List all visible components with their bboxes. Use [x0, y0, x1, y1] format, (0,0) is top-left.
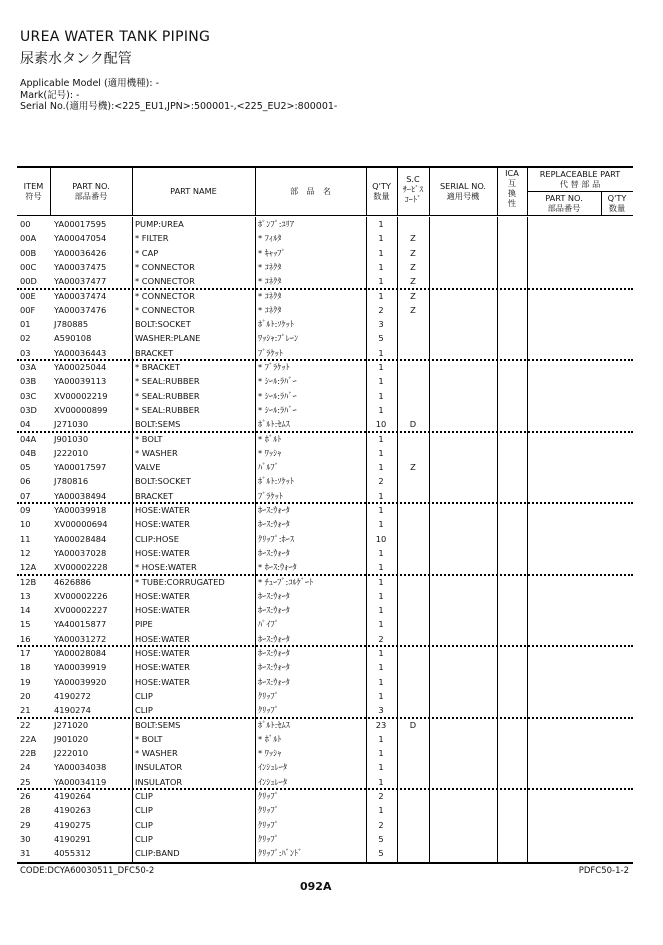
service-code: Z [410, 304, 416, 315]
part-name: HOSE:WATER [135, 505, 190, 515]
part-name-jp: * ｺﾈｸﾀ [258, 261, 282, 272]
part-name-jp: ｲﾝｼｭﾚｰﾀ [258, 776, 288, 787]
quantity: 1 [378, 490, 384, 501]
item-code: 00F [20, 304, 36, 315]
title-english: UREA WATER TANK PIPING [20, 29, 211, 45]
part-name: * SEAL:RUBBER [135, 390, 200, 401]
part-number: 4190274 [54, 705, 91, 716]
part-name-jp: * ﾎｰｽ:ｳｫｰﾀ [258, 562, 297, 573]
col-divider [497, 217, 498, 862]
item-code: 04A [20, 433, 37, 444]
part-name: * FILTER [135, 233, 169, 244]
quantity: 1 [378, 648, 384, 658]
part-number: J271030 [54, 419, 89, 430]
part-name-jp: ｸﾘｯﾌﾟ [258, 833, 279, 844]
table-bottom-rule [17, 862, 633, 864]
part-number: YA00037474 [54, 290, 107, 301]
part-number: YA00034119 [54, 776, 107, 787]
item-code: 07 [20, 490, 31, 501]
part-number: J901030 [54, 433, 89, 444]
item-code: 19 [20, 676, 31, 687]
group-separator [17, 359, 633, 361]
part-name-jp: * ｺﾈｸﾀ [258, 290, 282, 301]
part-number: YA00017595 [54, 219, 107, 229]
part-name-jp: ｸﾘｯﾌﾟ [258, 705, 279, 716]
part-name-jp: ﾎｰｽ:ｳｫｰﾀ [258, 547, 290, 558]
item-code: 15 [20, 619, 31, 630]
part-name: CLIP [135, 805, 153, 816]
part-name-jp: * ｺﾈｸﾀ [258, 304, 282, 315]
quantity: 2 [378, 791, 384, 801]
quantity: 1 [378, 690, 384, 701]
service-code: D [409, 419, 417, 430]
part-number: YA00025044 [54, 362, 107, 372]
page-number: 092A [300, 880, 332, 893]
part-name-jp: ﾎｰｽ:ｳｫｰﾀ [258, 648, 290, 658]
service-code: D [409, 719, 417, 730]
header-rep-part-no: PART NO. 部品番号 [545, 193, 583, 213]
service-code: Z [410, 247, 416, 258]
quantity: 23 [375, 719, 387, 730]
item-code: 10 [20, 519, 31, 530]
part-name-jp: ｸﾘｯﾌﾟ:ﾎｰｽ [258, 533, 294, 544]
part-name-jp: ﾎｰｽ:ｳｫｰﾀ [258, 676, 290, 687]
part-number: YA00047054 [54, 233, 107, 244]
part-number: 4190272 [54, 690, 91, 701]
quantity: 1 [378, 662, 384, 673]
part-name-jp: ｸﾘｯﾌﾟ [258, 805, 279, 816]
item-code: 00 [20, 219, 31, 229]
part-name: * CONNECTOR [135, 276, 195, 287]
item-code: 18 [20, 662, 31, 673]
part-name-jp: * ﾜｯｼｬ [258, 748, 282, 759]
item-code: 11 [20, 533, 31, 544]
header-serial-no: SERIAL NO. 適用号機 [439, 181, 487, 201]
item-code: 16 [20, 633, 31, 644]
part-number: 4626886 [54, 576, 91, 587]
part-name-jp: ﾎｰｽ:ｳｫｰﾀ [258, 519, 290, 530]
part-name-jp: ﾎﾟﾝﾌﾟ:ﾕﾘｱ [258, 219, 294, 229]
col-divider [429, 217, 430, 862]
quantity: 5 [378, 833, 384, 844]
part-name: INSULATOR [135, 762, 183, 773]
part-name-jp: ｸﾘｯﾌﾟ [258, 690, 279, 701]
service-code: Z [410, 276, 416, 287]
quantity: 1 [378, 290, 384, 301]
header-part-name: PART NAME [170, 186, 217, 196]
quantity: 10 [375, 533, 387, 544]
part-number: YA00037477 [54, 276, 107, 287]
item-code: 12 [20, 547, 31, 558]
col-divider [132, 217, 133, 862]
item-code: 03D [20, 404, 37, 415]
part-name-jp: * ﾁｭｰﾌﾞ:ｺﾙｹﾞｰﾄ [258, 576, 314, 587]
part-name-jp: * ﾎﾞﾙﾄ [258, 733, 282, 744]
part-number: 4190291 [54, 833, 91, 844]
quantity: 1 [378, 505, 384, 515]
part-number: 4190263 [54, 805, 91, 816]
item-code: 28 [20, 805, 31, 816]
item-code: 03B [20, 376, 37, 387]
part-name: BOLT:SEMS [135, 419, 181, 430]
col-divider [527, 217, 528, 862]
part-number: XV00002228 [54, 562, 108, 573]
part-name: * SEAL:RUBBER [135, 376, 200, 387]
item-code: 22A [20, 733, 37, 744]
header-part-no: PART NO. 部品番号 [72, 181, 110, 201]
part-number: YA40015877 [54, 619, 107, 630]
quantity: 1 [378, 247, 384, 258]
part-name: * SEAL:RUBBER [135, 404, 200, 415]
group-separator [17, 788, 633, 790]
header-item: ITEM 符号 [23, 181, 44, 201]
quantity: 5 [378, 848, 384, 859]
header-rep-qty: Q'TY 数量 [607, 193, 627, 213]
part-name: HOSE:WATER [135, 605, 190, 616]
quantity: 1 [378, 233, 384, 244]
header-ica: ICA 互 換 性 [505, 168, 519, 208]
part-name: * CONNECTOR [135, 290, 195, 301]
part-number: 4190275 [54, 819, 91, 830]
quantity: 1 [378, 390, 384, 401]
part-number: YA00028484 [54, 533, 107, 544]
item-code: 25 [20, 776, 31, 787]
quantity: 1 [378, 676, 384, 687]
service-code: Z [410, 233, 416, 244]
part-name: * CAP [135, 247, 159, 258]
part-name-jp: ﾎｰｽ:ｳｫｰﾀ [258, 590, 290, 601]
service-code: Z [410, 462, 416, 473]
part-name: CLIP [135, 705, 153, 716]
part-name: HOSE:WATER [135, 648, 190, 658]
quantity: 3 [378, 705, 384, 716]
part-number: YA00039113 [54, 376, 107, 387]
part-name: * BRACKET [135, 362, 180, 372]
part-number: YA00039919 [54, 662, 107, 673]
part-name: HOSE:WATER [135, 547, 190, 558]
quantity: 2 [378, 476, 384, 487]
part-name: HOSE:WATER [135, 590, 190, 601]
part-number: XV00002226 [54, 590, 108, 601]
part-name-jp: ｸﾘｯﾌﾟ:ﾊﾞﾝﾄﾞ [258, 848, 303, 859]
quantity: 1 [378, 261, 384, 272]
quantity: 1 [378, 447, 384, 458]
part-name-jp: ﾎｰｽ:ｳｫｰﾀ [258, 633, 290, 644]
part-name: * CONNECTOR [135, 304, 195, 315]
item-code: 20 [20, 690, 31, 701]
part-name-jp: ｸﾘｯﾌﾟ [258, 791, 279, 801]
part-name: * TUBE:CORRUGATED [135, 576, 225, 587]
part-name: * CONNECTOR [135, 261, 195, 272]
part-name: CLIP [135, 690, 153, 701]
quantity: 1 [378, 733, 384, 744]
part-name-jp: ﾎｰｽ:ｳｫｰﾀ [258, 505, 290, 515]
item-code: 31 [20, 848, 31, 859]
quantity: 1 [378, 376, 384, 387]
part-name-jp: * ｼｰﾙ:ﾗﾊﾞｰ [258, 390, 297, 401]
item-code: 00D [20, 276, 37, 287]
item-code: 03C [20, 390, 37, 401]
part-name: * BOLT [135, 433, 163, 444]
part-name-jp: ﾌﾞﾗｹｯﾄ [258, 347, 283, 358]
quantity: 1 [378, 519, 384, 530]
group-separator [17, 645, 633, 647]
group-separator [17, 431, 633, 433]
quantity: 1 [378, 562, 384, 573]
part-name: HOSE:WATER [135, 633, 190, 644]
part-number: YA00036426 [54, 247, 107, 258]
part-name: CLIP [135, 819, 153, 830]
group-separator [17, 288, 633, 290]
part-name-jp: ｲﾝｼｭﾚｰﾀ [258, 762, 288, 773]
title-japanese: 尿素水タンク配管 [20, 51, 132, 67]
footer-page-ref: PDFC50-1-2 [578, 866, 629, 876]
header-qty: Q'TY 数量 [372, 181, 391, 201]
part-name-jp: ﾎﾞﾙﾄ:ｿｹｯﾄ [258, 319, 294, 330]
part-name-jp: * ｼｰﾙ:ﾗﾊﾞｰ [258, 376, 297, 387]
item-code: 02 [20, 333, 31, 344]
item-code: 13 [20, 590, 31, 601]
part-name-jp: * ｺﾈｸﾀ [258, 276, 282, 287]
quantity: 1 [378, 619, 384, 630]
part-name-jp: * ﾜｯｼｬ [258, 447, 282, 458]
part-number: XV00002227 [54, 605, 108, 616]
header-top-rule [17, 166, 633, 168]
item-code: 04 [20, 419, 31, 430]
quantity: 1 [378, 576, 384, 587]
part-number: 4055312 [54, 848, 91, 859]
quantity: 1 [378, 762, 384, 773]
part-name: HOSE:WATER [135, 662, 190, 673]
part-number: YA00039920 [54, 676, 107, 687]
part-name-jp: * ﾌﾞﾗｹｯﾄ [258, 362, 290, 372]
part-number: YA00036443 [54, 347, 107, 358]
part-name-jp: ﾊﾞﾙﾌﾞ [258, 462, 279, 473]
part-number: J222010 [54, 447, 89, 458]
quantity: 3 [378, 319, 384, 330]
item-code: 00C [20, 261, 37, 272]
quantity: 1 [378, 362, 384, 372]
part-name: PIPE [135, 619, 153, 630]
service-code: Z [410, 261, 416, 272]
quantity: 5 [378, 333, 384, 344]
item-code: 03 [20, 347, 31, 358]
part-name: HOSE:WATER [135, 519, 190, 530]
part-name: BOLT:SOCKET [135, 476, 191, 487]
quantity: 1 [378, 347, 384, 358]
part-name-jp: ﾜｯｼｬ:ﾌﾟﾚｰﾝ [258, 333, 299, 344]
quantity: 2 [378, 633, 384, 644]
header-part-name-jp: 部 品 名 [290, 186, 331, 196]
quantity: 1 [378, 462, 384, 473]
quantity: 1 [378, 805, 384, 816]
part-name-jp: ﾌﾞﾗｹｯﾄ [258, 490, 283, 501]
item-code: 29 [20, 819, 31, 830]
quantity: 2 [378, 304, 384, 315]
part-number: J780816 [54, 476, 89, 487]
part-number: XV00000694 [54, 519, 108, 530]
part-name: PUMP:UREA [135, 219, 184, 229]
part-name-jp: ﾎﾞﾙﾄ:ｾﾑｽ [258, 419, 290, 430]
part-name: WASHER:PLANE [135, 333, 201, 344]
footer-code: CODE:DCYA60030511_DFC50-2 [20, 866, 155, 876]
item-code: 05 [20, 462, 31, 473]
item-code: 00E [20, 290, 36, 301]
quantity: 1 [378, 605, 384, 616]
part-number: J271020 [54, 719, 89, 730]
part-name: CLIP:BAND [135, 848, 180, 859]
part-name: BOLT:SOCKET [135, 319, 191, 330]
col-divider [255, 217, 256, 862]
item-code: 24 [20, 762, 31, 773]
header-replaceable-part: REPLACEABLE PART 代 替 部 品 [539, 169, 621, 189]
part-number: YA00031272 [54, 633, 107, 644]
part-name-jp: ｸﾘｯﾌﾟ [258, 819, 279, 830]
item-code: 06 [20, 476, 31, 487]
part-number: YA00017597 [54, 462, 107, 473]
item-code: 03A [20, 362, 37, 372]
item-code: 12B [20, 576, 37, 587]
item-code: 17 [20, 648, 31, 658]
item-code: 22 [20, 719, 31, 730]
part-name: * BOLT [135, 733, 163, 744]
item-code: 09 [20, 505, 31, 515]
quantity: 1 [378, 547, 384, 558]
quantity: 1 [378, 433, 384, 444]
part-name-jp: * ｷｬｯﾌﾟ [258, 247, 286, 258]
part-number: YA00037028 [54, 547, 107, 558]
part-number: YA00038494 [54, 490, 107, 501]
part-name: HOSE:WATER [135, 676, 190, 687]
part-name: * HOSE:WATER [135, 562, 197, 573]
quantity: 1 [378, 276, 384, 287]
part-name-jp: * ﾎﾞﾙﾄ [258, 433, 282, 444]
quantity: 10 [375, 419, 387, 430]
header-service-code: S.C ｻｰﾋﾞｽ ｺｰﾄﾞ [402, 174, 424, 204]
mark: Mark(記号): - [20, 90, 80, 101]
part-name-jp: ﾊﾟｲﾌﾟ [258, 619, 279, 630]
replaceable-divider [527, 191, 633, 192]
item-code: 26 [20, 791, 31, 801]
part-name-jp: ﾎﾞﾙﾄ:ｿｹｯﾄ [258, 476, 294, 487]
part-name: VALVE [135, 462, 161, 473]
part-number: J901020 [54, 733, 89, 744]
item-code: 14 [20, 605, 31, 616]
part-name-jp: * ﾌｨﾙﾀ [258, 233, 282, 244]
item-code: 00A [20, 233, 37, 244]
group-separator [17, 502, 633, 504]
part-number: YA00037476 [54, 304, 107, 315]
part-number: XV00002219 [54, 390, 108, 401]
part-name-jp: ﾎｰｽ:ｳｫｰﾀ [258, 605, 290, 616]
item-code: 21 [20, 705, 31, 716]
part-name: BRACKET [135, 490, 174, 501]
quantity: 1 [378, 748, 384, 759]
quantity: 1 [378, 776, 384, 787]
quantity: 1 [378, 590, 384, 601]
part-name: CLIP [135, 833, 153, 844]
part-number: XV00000899 [54, 404, 108, 415]
part-number: 4190264 [54, 791, 91, 801]
group-separator [17, 717, 633, 719]
part-number: YA00037475 [54, 261, 107, 272]
part-name: INSULATOR [135, 776, 183, 787]
part-number: YA00028084 [54, 648, 107, 658]
part-name-jp: * ｼｰﾙ:ﾗﾊﾞｰ [258, 404, 297, 415]
part-name-jp: ﾎﾞﾙﾄ:ｾﾑｽ [258, 719, 290, 730]
part-number: YA00034038 [54, 762, 107, 773]
part-number: J222010 [54, 748, 89, 759]
part-name: * WASHER [135, 447, 178, 458]
applicable-model: Applicable Model (適用機種): - [20, 78, 160, 89]
part-name-jp: ﾎｰｽ:ｳｫｰﾀ [258, 662, 290, 673]
serial-number: Serial No.(適用号機):<225_EU1,JPN>:500001-,<225_EU2>:800001- [20, 101, 338, 112]
part-number: YA00039918 [54, 505, 107, 515]
part-number: J780885 [54, 319, 89, 330]
item-code: 01 [20, 319, 31, 330]
service-code: Z [410, 290, 416, 301]
quantity: 1 [378, 219, 384, 229]
part-name: * WASHER [135, 748, 178, 759]
part-name: BOLT:SEMS [135, 719, 181, 730]
part-name: CLIP:HOSE [135, 533, 179, 544]
group-separator [17, 574, 633, 576]
item-code: 00B [20, 247, 37, 258]
part-name: CLIP [135, 791, 153, 801]
item-code: 04B [20, 447, 37, 458]
part-number: A590108 [54, 333, 92, 344]
part-name: BRACKET [135, 347, 174, 358]
item-code: 30 [20, 833, 31, 844]
item-code: 12A [20, 562, 37, 573]
header-bottom-rule [17, 215, 633, 216]
item-code: 22B [20, 748, 37, 759]
quantity: 1 [378, 404, 384, 415]
quantity: 2 [378, 819, 384, 830]
